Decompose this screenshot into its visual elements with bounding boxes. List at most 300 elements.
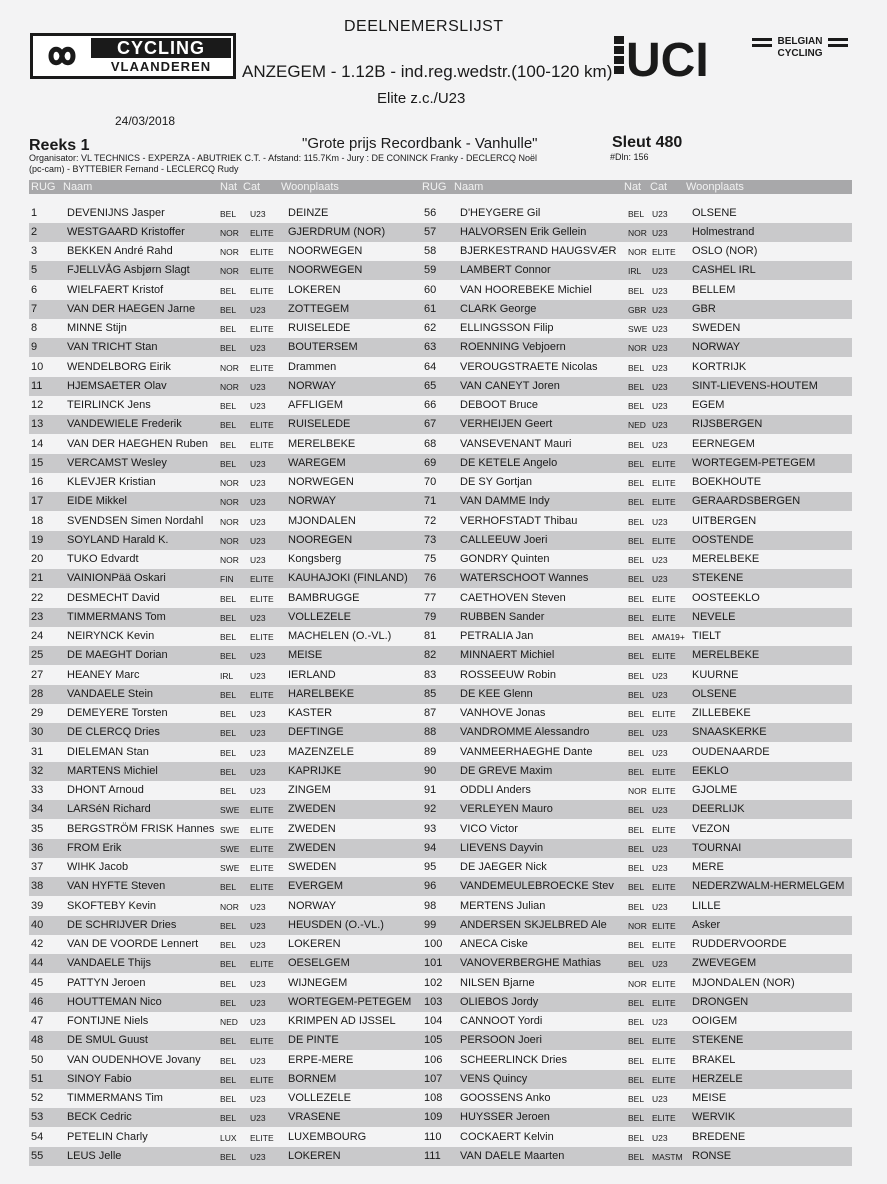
residence: GJERDRUM (NOR)	[288, 225, 386, 238]
category: ELITE	[652, 593, 676, 604]
rider-name: EIDE Mikkel	[67, 495, 127, 508]
category: U23	[652, 555, 668, 565]
table-row	[420, 954, 852, 973]
residence: GERAARDSBERGEN	[692, 495, 801, 508]
rug-number: 85	[424, 687, 437, 700]
nationality: NED	[220, 1017, 238, 1027]
residence: Drammen	[288, 360, 337, 373]
nationality: BEL	[220, 324, 237, 334]
rider-name: CALLEEUW Joeri	[460, 533, 548, 546]
nationality: BEL	[628, 843, 645, 854]
nationality: BEL	[220, 304, 237, 315]
category: U23	[250, 766, 266, 777]
category: U23	[250, 612, 266, 623]
nationality: NOR	[628, 920, 647, 931]
rider-name: PATTYN Jeroen	[67, 976, 146, 989]
table-row	[29, 1147, 420, 1166]
nationality: NOR	[628, 247, 647, 257]
rug-number: 99	[424, 918, 437, 931]
rider-name: VAN OUDENHOVE Jovany	[67, 1053, 201, 1066]
nationality: BEL	[628, 689, 645, 700]
nationality: NOR	[628, 343, 647, 354]
rider-name: VANDROMME Alessandro	[460, 726, 590, 739]
residence: WORTEGEM-PETEGEM	[288, 995, 412, 1008]
nationality: BEL	[220, 458, 237, 469]
nationality: BEL	[220, 766, 237, 777]
rug-number: 79	[424, 610, 437, 623]
table-row	[420, 1089, 852, 1108]
nationality: BEL	[628, 574, 645, 585]
nationality: BEL	[628, 1094, 645, 1104]
residence: RIJSBERGEN	[692, 418, 763, 431]
race-category: Elite z.c./U23	[377, 90, 466, 107]
rug-number: 91	[424, 784, 437, 796]
rug-number: 33	[31, 784, 44, 796]
rug-number: 13	[31, 418, 44, 431]
table-row	[29, 685, 420, 704]
category: U23	[250, 1113, 266, 1124]
nationality: BEL	[220, 1151, 237, 1162]
nationality: BEL	[220, 420, 237, 431]
residence: CASHEL IRL	[692, 264, 756, 277]
category: U23	[652, 574, 668, 585]
table-row	[29, 415, 420, 434]
rug-number: 44	[31, 957, 44, 970]
table-row	[420, 993, 852, 1012]
rug-number: 109	[424, 1111, 443, 1124]
rug-number: 52	[31, 1092, 44, 1104]
nationality: BEL	[628, 1036, 645, 1047]
category: ELITE	[250, 266, 274, 277]
rider-name: ANECA Ciske	[460, 938, 528, 950]
rider-name: TUKO Edvardt	[67, 553, 139, 565]
logo-top-text: CYCLING	[91, 38, 231, 58]
rug-number: 28	[31, 687, 44, 700]
rug-number: 25	[31, 649, 44, 662]
rider-name: WATERSCHOOT Wannes	[460, 572, 589, 585]
nationality: BEL	[628, 381, 645, 392]
infinity-icon	[39, 41, 85, 71]
table-row	[420, 935, 852, 954]
rider-name: MINNAERT Michiel	[460, 649, 555, 662]
col-rug: RUG	[422, 181, 447, 193]
residence: BORNEM	[288, 1072, 337, 1085]
table-row	[420, 242, 852, 261]
residence: VOLLEZELE	[288, 1092, 351, 1104]
category: ELITE	[652, 766, 676, 777]
nationality: NOR	[220, 497, 239, 508]
rider-name: GONDRY Quinten	[460, 553, 550, 565]
category: U23	[250, 516, 266, 527]
rider-name: VAN TRICHT Stan	[67, 341, 158, 354]
table-row	[29, 204, 420, 223]
rider-name: ELLINGSSON Filip	[460, 322, 554, 334]
table-row	[29, 820, 420, 839]
residence: STEKENE	[692, 572, 744, 585]
residence: GBR	[692, 302, 716, 315]
category: U23	[652, 343, 668, 354]
rider-name: DE JAEGER Nick	[460, 861, 547, 873]
nationality: BEL	[628, 709, 645, 719]
table-row	[29, 800, 420, 819]
table-row	[420, 281, 852, 300]
rider-name: BERGSTRÖM FRISK Hannes	[67, 822, 215, 835]
rider-name: WIHK Jacob	[67, 861, 129, 873]
category: ELITE	[652, 247, 676, 257]
category: AMA19+	[652, 632, 685, 642]
residence: NORWEGEN	[288, 476, 354, 488]
rug-number: 14	[31, 437, 44, 450]
rider-name: BECK Cedric	[67, 1111, 132, 1124]
category: U23	[250, 728, 266, 739]
nationality: BEL	[220, 208, 237, 219]
category: ELITE	[652, 1036, 676, 1047]
table-row	[29, 358, 420, 377]
category: U23	[652, 901, 668, 912]
category: U23	[250, 497, 266, 508]
residence: ZWEVEGEM	[692, 957, 757, 970]
nationality: BEL	[628, 535, 645, 546]
rug-number: 56	[424, 206, 437, 219]
rider-name: PETRALIA Jan	[460, 630, 534, 642]
participant-count: #Dln: 156	[610, 152, 649, 162]
category: U23	[652, 208, 668, 219]
category: ELITE	[250, 593, 274, 604]
residence: MAZENZELE	[288, 745, 355, 758]
table-row	[420, 685, 852, 704]
residence: RONSE	[692, 1149, 732, 1162]
table-row	[29, 858, 420, 877]
rider-name: DE KEE Glenn	[460, 687, 533, 700]
svg-text:UCI: UCI	[626, 34, 709, 82]
table-header-left	[29, 180, 420, 194]
rug-number: 31	[31, 745, 44, 758]
rider-name: SINOY Fabio	[67, 1072, 132, 1085]
table-row	[420, 974, 852, 993]
residence: HARELBEKE	[288, 687, 355, 700]
residence: IERLAND	[288, 668, 336, 681]
rider-name: DEBOOT Bruce	[460, 399, 539, 411]
nationality: BEL	[220, 1055, 237, 1066]
residence: TIELT	[692, 630, 722, 642]
series-label: Reeks 1	[29, 137, 90, 154]
rider-name: OLIEBOS Jordy	[460, 995, 539, 1008]
residence: ZWEDEN	[288, 803, 336, 816]
residence: LILLE	[692, 899, 721, 912]
nationality: BEL	[628, 1132, 645, 1143]
nationality: BEL	[628, 882, 645, 893]
nationality: NOR	[220, 535, 239, 546]
category: U23	[652, 863, 668, 873]
category: ELITE	[652, 497, 676, 508]
rug-number: 34	[31, 803, 44, 816]
rug-number: 6	[31, 283, 38, 296]
residence: OSLO (NOR)	[692, 245, 758, 257]
rider-name: DEVENIJNS Jasper	[67, 206, 165, 219]
residence: VEZON	[692, 822, 730, 835]
rider-name: ROENNING Vebjoern	[460, 341, 566, 354]
table-row	[29, 935, 420, 954]
grand-prix-name: "Grote prijs Recordbank - Vanhulle"	[302, 135, 538, 152]
nationality: BEL	[628, 362, 645, 373]
nationality: BEL	[220, 1036, 237, 1047]
rug-number: 7	[31, 302, 38, 315]
rug-number: 37	[31, 861, 44, 873]
table-row	[29, 916, 420, 935]
rider-name: MARTENS Michiel	[67, 764, 158, 777]
col-cat: Cat	[650, 181, 668, 193]
category: U23	[652, 1017, 668, 1027]
category: U23	[652, 843, 668, 854]
rug-number: 63	[424, 341, 437, 354]
residence: MERELBEKE	[692, 649, 760, 662]
nationality: IRL	[220, 670, 234, 681]
nationality: BEL	[220, 401, 237, 411]
rug-number: 23	[31, 610, 44, 623]
residence: EGEM	[692, 399, 725, 411]
nationality: BEL	[628, 208, 645, 219]
residence: UITBERGEN	[692, 514, 757, 527]
rug-number: 35	[31, 822, 44, 835]
residence: RUISELEDE	[288, 418, 351, 431]
nationality: GBR	[628, 304, 647, 315]
nationality: BEL	[220, 343, 237, 354]
table-row	[29, 338, 420, 357]
belgian-cycling-logo	[752, 28, 848, 78]
rider-name: VAINIONPää Oskari	[67, 572, 166, 585]
table-row	[420, 512, 852, 531]
rug-number: 105	[424, 1034, 443, 1047]
residence: ZWEDEN	[288, 822, 336, 835]
residence: HERZELE	[692, 1072, 743, 1085]
rug-number: 48	[31, 1034, 44, 1047]
rider-name: VANDAELE Thijs	[67, 957, 151, 970]
organizer-info	[29, 153, 609, 175]
residence: LOKEREN	[288, 1149, 341, 1162]
rug-number: 45	[31, 976, 44, 989]
rider-name: DHONT Arnoud	[67, 784, 144, 796]
category: ELITE	[652, 1113, 676, 1124]
rug-number: 110	[424, 1130, 442, 1143]
table-row	[420, 897, 852, 916]
nationality: BEL	[628, 478, 645, 488]
rug-number: 5	[31, 264, 38, 277]
rug-number: 102	[424, 976, 443, 989]
table-row	[29, 743, 420, 762]
nationality: NOR	[628, 978, 647, 989]
rug-number: 38	[31, 880, 44, 893]
category: U23	[250, 978, 266, 989]
residence: LOKEREN	[288, 938, 341, 950]
category: U23	[250, 709, 266, 719]
rider-name: SOYLAND Harald K.	[67, 533, 169, 546]
category: ELITE	[652, 920, 676, 931]
rug-number: 83	[424, 668, 437, 681]
rug-number: 64	[424, 360, 437, 373]
category: ELITE	[250, 247, 274, 257]
residence: WORTEGEM-PETEGEM	[692, 456, 816, 469]
table-row	[29, 223, 420, 242]
nationality: BEL	[220, 632, 237, 642]
rider-name: FONTIJNE Niels	[67, 1015, 149, 1027]
residence: TOURNAI	[692, 841, 742, 854]
table-header-right	[420, 180, 852, 194]
residence: ZINGEM	[288, 784, 331, 796]
nationality: NOR	[220, 478, 239, 488]
category: U23	[250, 1151, 266, 1162]
nationality: BEL	[628, 1151, 645, 1162]
category: ELITE	[250, 574, 274, 585]
rider-name: MERTENS Julian	[460, 899, 546, 912]
table-row	[29, 1051, 420, 1070]
rider-name: DE SMUL Guust	[67, 1034, 148, 1047]
nationality: BEL	[628, 728, 645, 739]
nationality: BEL	[220, 786, 237, 796]
rug-number: 53	[31, 1111, 44, 1124]
col-cat: Cat	[243, 181, 261, 193]
rug-number: 71	[424, 495, 437, 508]
rug-number: 10	[31, 360, 44, 373]
table-row	[420, 839, 852, 858]
residence: OOIGEM	[692, 1015, 738, 1027]
nationality: BEL	[220, 709, 237, 719]
race-name: ANZEGEM - 1.12B - ind.reg.wedstr.(100-120 km)	[242, 62, 613, 81]
nationality: BEL	[628, 439, 645, 450]
table-row	[420, 358, 852, 377]
rider-name: VERHOFSTADT Thibau	[460, 514, 578, 527]
col-nat: Nat	[624, 181, 642, 193]
nationality: NOR	[220, 227, 239, 238]
rug-number: 20	[31, 553, 44, 565]
category: ELITE	[250, 362, 274, 373]
rug-number: 47	[31, 1015, 44, 1027]
category: ELITE	[652, 940, 676, 950]
rider-name: ANDERSEN SKJELBRED Ale	[460, 918, 607, 931]
residence: NORWAY	[692, 341, 741, 354]
residence: EERNEGEM	[692, 437, 755, 450]
nationality: NOR	[220, 247, 239, 257]
rug-number: 12	[31, 399, 44, 411]
rug-number: 65	[424, 379, 437, 392]
residence: KASTER	[288, 707, 333, 719]
residence: MERE	[692, 861, 724, 873]
rug-number: 68	[424, 437, 437, 450]
table-row	[29, 627, 420, 646]
rider-name: DE SCHRIJVER Dries	[67, 918, 177, 931]
rider-name: VAN DER HAEGEN Jarne	[67, 302, 196, 315]
rider-name: HALVORSEN Erik Gellein	[460, 225, 587, 238]
logo-bottom-text: VLAANDEREN	[110, 59, 212, 74]
residence: WERVIK	[692, 1111, 736, 1124]
table-row	[29, 666, 420, 685]
residence: WIJNEGEM	[288, 976, 348, 989]
category: U23	[652, 1094, 668, 1104]
rug-number: 70	[424, 476, 437, 488]
category: U23	[652, 266, 668, 277]
col-woonplaats: Woonplaats	[686, 181, 744, 193]
residence: BREDENE	[692, 1130, 746, 1143]
table-row	[29, 242, 420, 261]
nationality: BEL	[628, 997, 645, 1008]
category: U23	[652, 516, 668, 527]
table-row	[29, 473, 420, 492]
rug-number: 30	[31, 726, 44, 739]
rug-number: 62	[424, 322, 437, 334]
nationality: BEL	[220, 978, 237, 989]
residence: BOUTERSEM	[288, 341, 358, 354]
category: U23	[250, 1055, 266, 1066]
table-row	[29, 1012, 420, 1031]
rug-number: 40	[31, 918, 44, 931]
nationality: BEL	[628, 285, 645, 296]
nationality: NED	[628, 420, 646, 431]
category: U23	[652, 1132, 668, 1143]
table-row	[420, 858, 852, 877]
category: ELITE	[250, 824, 274, 835]
nationality: NOR	[220, 901, 239, 912]
table-row	[29, 550, 420, 569]
category: ELITE	[652, 1055, 676, 1066]
table-row	[420, 1012, 852, 1031]
nationality: BEL	[220, 689, 237, 700]
table-row	[29, 993, 420, 1012]
nationality: BEL	[220, 728, 237, 739]
table-row	[29, 954, 420, 973]
table-row	[420, 415, 852, 434]
nationality: SWE	[220, 805, 240, 816]
table-row	[420, 1108, 852, 1127]
residence: VRASENE	[288, 1111, 341, 1124]
table-row	[29, 839, 420, 858]
rug-number: 51	[31, 1072, 44, 1085]
table-row	[29, 608, 420, 627]
rider-name: VAN DE VOORDE Lennert	[67, 938, 199, 950]
category: U23	[652, 670, 668, 681]
rug-number: 89	[424, 745, 437, 758]
residence: EVERGEM	[288, 880, 344, 893]
rider-name: NEIRYNCK Kevin	[67, 630, 155, 642]
table-row	[420, 704, 852, 723]
category: U23	[250, 401, 266, 411]
residence: DEINZE	[288, 206, 329, 219]
residence: NORWAY	[288, 495, 337, 508]
nationality: NOR	[220, 266, 239, 277]
rider-name: VAN DAMME Indy	[460, 495, 550, 508]
nationality: BEL	[220, 651, 237, 662]
table-row	[420, 377, 852, 396]
rider-name: SVENDSEN Simen Nordahl	[67, 514, 204, 527]
table-row	[420, 1031, 852, 1050]
rider-name: ROSSEEUW Robin	[460, 668, 556, 681]
table-row	[29, 531, 420, 550]
rider-name: SKOFTEBY Kevin	[67, 899, 157, 912]
nationality: SWE	[220, 824, 240, 835]
organizer-line: Organisator: VL TECHNICS - EXPERZA - ABUTRIEK C.T. - Afstand: 115.7Km - Jury : DE CONINCK Franky - DECLERCQ Noël	[29, 153, 537, 163]
rider-name: DEMEYERE Torsten	[67, 707, 168, 719]
table-row	[420, 338, 852, 357]
nationality: BEL	[628, 766, 645, 777]
residence: OLSENE	[692, 206, 737, 219]
rug-number: 82	[424, 649, 437, 662]
category: ELITE	[250, 689, 274, 700]
table-row	[420, 396, 852, 415]
residence: KRIMPEN AD IJSSEL	[288, 1015, 396, 1027]
residence: NORWAY	[288, 379, 337, 392]
table-row	[29, 762, 420, 781]
rider-name: VAN CANEYT Joren	[460, 379, 560, 392]
rug-number: 24	[31, 630, 44, 642]
table-row	[29, 974, 420, 993]
